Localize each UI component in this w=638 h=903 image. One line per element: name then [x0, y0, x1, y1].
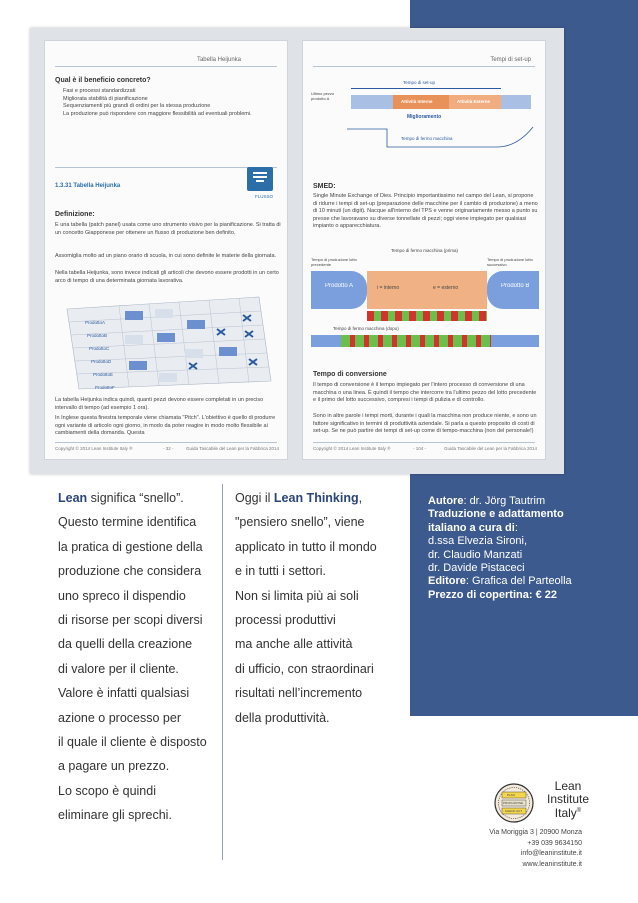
header-rule — [55, 66, 277, 67]
task-row — [341, 335, 491, 347]
editor-line: Editore: Grafica del Parteolla — [428, 575, 572, 588]
text-line: da quelli della creazione — [58, 637, 193, 652]
benefit-list — [63, 88, 281, 118]
translation-label: Traduzione e adattamento — [428, 508, 564, 521]
text-line: risultati nell’incremento — [235, 686, 363, 701]
downtime-block — [367, 271, 487, 309]
text-line: il quale il cliente è disposto — [58, 734, 207, 749]
text-line: Lean significa “snello”. — [58, 491, 184, 505]
text-line: processi produttivi — [235, 612, 336, 627]
segment-bar — [393, 95, 449, 109]
page-header: Tabella Heijunka — [196, 57, 241, 63]
lean-thinking-column — [235, 486, 377, 730]
booklet-photo — [30, 28, 564, 474]
segment-bar — [449, 95, 501, 109]
page-footer-copyright: Copyright © 2014 Lean Institute Italy ® — [313, 446, 391, 451]
setup-time-diagram — [311, 71, 539, 157]
conversion-text: Il tempo di conversione è il tempo impiegato per l'intero processo di conversione di una macchina o una linea. È quindi il tempo che intercorre tra l'ultimo pezzo del lotto precedente e il primo del lotto successivo, compresi i tempi di pulizia e di controllo. — [313, 382, 537, 403]
footer-rule — [313, 442, 535, 443]
segment-bar — [311, 335, 341, 347]
row-label: ProdottoC — [89, 346, 110, 351]
task-row — [367, 311, 487, 321]
paragraph: Nella tabella Heijunka, sono invece indicati gli articoli che devono essere prodotti in un certo arco di tempo di una determinata giornata lavorativa. — [55, 270, 279, 284]
diagram-label: Tempo di produzione lotto successivo — [487, 257, 533, 267]
question-heading: Qual è il beneficio concreto? — [55, 77, 151, 84]
row-label: ProdottoA — [85, 320, 106, 325]
email-link[interactable]: info@leaninstitute.it — [520, 850, 582, 857]
page-number: - 32 - — [163, 446, 174, 451]
lean-thinking-keyword: Lean Thinking — [273, 491, 359, 505]
diagram-label: Tempo di set-up — [403, 80, 436, 85]
flow-icon — [247, 167, 273, 185]
book-info — [428, 495, 628, 602]
translator-name: dr. Claudio Manzati — [428, 548, 523, 561]
text-line: di ufficio, con straordinari — [235, 661, 374, 676]
page-footer-copyright: Copyright © 2014 Lean Institute Italy ® — [55, 446, 133, 451]
text-line: "pensiero snello”, viene — [235, 515, 365, 530]
external-label: e = esterno — [433, 285, 459, 291]
list-item: • Migliorata stabilità di pianificazione — [63, 96, 281, 104]
text-line: applicato in tutto il mondo — [235, 539, 377, 554]
smed-text: Single Minute Exchange of Dies. Principio importantissimo nel campo del Lean, si propone di ridurre i tempi di set-up (preparazione delle macchine per il cambio di produzione) a meno di 10 minuti (un digit). Nacque all'interno del TPS e venne originariamente messo a punto su presse che lavoravano su diverse tonnellate di pezzi; oggi viene impiegato per qualsiasi impianto o apparecchiatura. — [313, 193, 538, 229]
author-line: Autore: dr. Jörg Tautrim — [428, 495, 546, 507]
text-line: Oggi il Lean Thinking, — [235, 491, 363, 505]
price-line: Prezzo di copertina: € 22 — [428, 588, 557, 601]
header-rule — [313, 66, 535, 67]
product-a-block — [311, 271, 367, 309]
flow-badge — [247, 167, 273, 191]
section-rule — [55, 167, 277, 168]
segment-bar — [501, 95, 531, 109]
time-span-line — [351, 88, 501, 89]
text-line: a pagare un prezzo. — [58, 759, 170, 774]
text-line: Questo termine identifica — [58, 515, 197, 530]
row-label: ProdottoD — [91, 359, 112, 364]
text-line: azione o processo per — [58, 710, 181, 725]
address: Via Moriggia 3 | 20900 Monza — [489, 829, 582, 836]
contact-info — [489, 828, 582, 870]
definition-heading: Definizione: — [55, 211, 95, 218]
text-line: produzione che considera — [58, 564, 202, 579]
website-link[interactable]: www.leaninstitute.it — [522, 860, 582, 868]
segment-label: Attività Esterne — [457, 99, 491, 104]
text-line: e in tutti i settori. — [235, 564, 327, 579]
text-line: ma anche alle attività — [235, 637, 353, 652]
booklet-page-right — [302, 40, 546, 460]
text-line: la pratica di gestione della — [58, 539, 203, 554]
row-label: ProdottoB — [87, 333, 108, 338]
lean-institute-logo: PLAN PRODUZIONE CHECK ACT — [494, 783, 534, 823]
diagram-label: Tempo di fermo macchina (dopo) — [333, 326, 399, 331]
page-footer-title: Guida Tascabile del Lean per la Fabbrica 2014 — [186, 446, 279, 451]
lean-definition-column — [58, 486, 207, 827]
segment-bar — [491, 335, 539, 347]
diagram-label: Tempo di produzione lotto precedente — [311, 257, 357, 267]
segment-bar — [351, 95, 393, 109]
section-heading: 1.3.31 Tabella Heijunka — [55, 183, 121, 189]
product-label: Prodotto A — [325, 283, 354, 289]
row-label: ProdottoE — [93, 372, 114, 377]
changeover-diagram — [311, 243, 539, 363]
definition-text: È una tabella (patch panel) usata come uno strumento visivo per la pianificazione. Si tratta di un concetto Giapponese per ottenere un flusso di produzione ben definito. — [55, 222, 281, 236]
flow-badge-label: FLUSSO — [254, 194, 273, 199]
smed-heading: SMED: — [313, 183, 336, 190]
page-number: - 104 - — [413, 446, 427, 451]
phone: +39 039 9634150 — [527, 839, 582, 847]
list-item: • Fasi e processi standardizzati — [63, 88, 281, 96]
text-line: eliminare gli sprechi. — [58, 808, 172, 823]
segment-label: Attività Interne — [401, 99, 433, 104]
improvement-arrow-label: Miglioramento — [407, 114, 442, 120]
text-line: di risorse per scopi diversi — [58, 612, 203, 627]
translator-name: dr. Davide Pistaceci — [428, 562, 525, 575]
row-label: ProdottoF — [95, 385, 115, 390]
conversion-text: Sono in altre parole i tempi morti, durante i quali la macchina non produce niente, e sono un fattore significativo in termini di produttività aziendale. Si parla a questo proposito di costi di set-up. Se ne può partire dei tempi di set-up come di tempo-macchina (non del personale!) — [313, 413, 537, 434]
product-label: Prodotto B — [501, 283, 530, 289]
conversion-heading: Tempo di conversione — [313, 371, 387, 378]
text-line: della produttività. — [235, 710, 330, 725]
page-header: Tempi di set-up — [490, 57, 531, 63]
text-line: Valore è infatti qualsiasi — [58, 686, 190, 701]
list-item: • La produzione può rispondere con maggiore flessibilità ad eventuali problemi. — [63, 111, 281, 119]
text-line: Non si limita più ai soli — [235, 588, 359, 603]
column-divider — [222, 484, 223, 860]
paragraph: La tabella Heijunka indica quindi, quanti pezzi devono essere completati in un preciso intervallo di tempo (ad esempio 1 ora). — [55, 397, 264, 411]
product-b-block — [487, 271, 539, 309]
diagram-label: Tempo di fermo macchina — [401, 136, 453, 141]
footer-rule — [55, 442, 277, 443]
paragraph: In Inglese questa finestra temporale viene chiamata "Pitch". L'obiettivo è quello di produrre ogni variante di articolo ogni giorno, in modo da poter reagire in modo molto flessibile ai cambiamenti della domanda. Questa — [55, 415, 276, 436]
lean-keyword: Lean — [58, 491, 88, 505]
diagram-label: Ultimo pezzo prodotto A — [311, 91, 335, 101]
paragraph: Assomiglia molto ad un piano orario di scuola, in cui sono definite le materie della giornata. — [55, 253, 277, 259]
page-footer-title: Guida Tascabile del Lean per la Fabbrica 2014 — [444, 446, 537, 451]
translator-name: d.ssa Elvezia Sironi, — [428, 535, 528, 548]
heijunka-board-illustration — [59, 289, 277, 391]
internal-label: i = interno — [377, 285, 400, 291]
diagram-label: Tempo di fermo macchina (prima) — [391, 248, 459, 253]
text-line: Lo scopo è quindi — [58, 783, 156, 798]
text-line: di valore per il cliente. — [58, 661, 179, 676]
booklet-page-left — [44, 40, 288, 460]
logo-wordmark: Lean Institute Italy® — [546, 779, 590, 820]
list-item: • Sequenziamenti più grandi di ordini per la stessa produzione — [63, 103, 281, 111]
text-line: uno spreco il dispendio — [58, 588, 186, 603]
translation-label-line: italiano a cura di: — [428, 521, 518, 534]
